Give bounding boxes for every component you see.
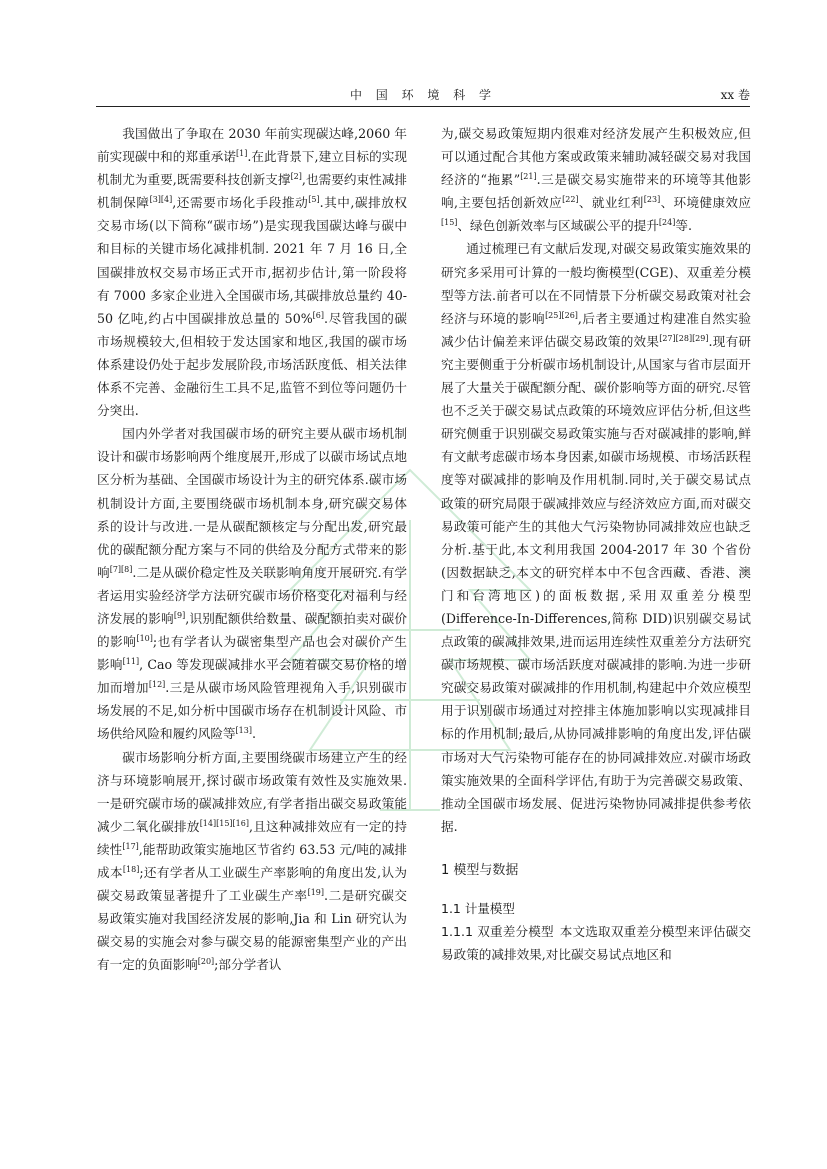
text-run: .在此背景下,建立目标的实现机制尤为重要,既需要科技创新支撑	[97, 149, 407, 188]
right-column-continuation-paragraph	[441, 122, 751, 237]
text-run: .二是从碳价稳定性及关联影响角度开展研究.有学者运用实验经济学方法研究碳市场价格变化对福利与经济发展的影响	[97, 564, 408, 626]
citation-ref: [18]	[122, 865, 140, 874]
citation-ref: [21]	[520, 172, 537, 182]
text-run: 为,碳交易政策短期内很难对经济发展产生积极效应,但可以通过配合其他方案或政策来辅助减轻碳交易对我国经济的“拖累”	[441, 126, 751, 188]
right-column-paragraph	[441, 237, 751, 837]
text-run: 碳市场影响分析方面,主要围绕碳市场建立产生的经济与环境影响展开,探讨碳市场政策有效性及实施效果.一是研究碳市场的碳减排效应,有学者指出碳交易政策能减少二氧化碳排放	[97, 749, 407, 834]
text-run: .二是研究碳交易政策实施对我国经济发展的影响,Jia 和 Lin 研究认为碳交易的实施会对参与碳交易的能源密集型产业的产出有一定的负面影响	[97, 888, 407, 973]
text-run: ;部分学者认	[214, 957, 282, 973]
text-run: .三是从碳市场风险管理视角入手,识别碳市场发展的不足,如分析中国碳市场存在机制设计风险、市场供给风险和履约风险等	[97, 680, 407, 742]
citation-ref: [19]	[307, 888, 325, 898]
left-column-paragraph	[97, 746, 407, 977]
text-run: ;还有学者从工业碳生产率影响的角度出发,认为碳交易政策显著提升了工业碳生产率	[97, 865, 407, 904]
volume-label: xx 卷	[720, 88, 750, 102]
citation-ref: [2]	[290, 172, 302, 182]
citation-ref: [9]	[173, 610, 186, 620]
citation-ref: [5]	[308, 195, 320, 205]
text-run: ,后者主要通过构建准自然实验减少估计偏差来评估碳交易政策的效果	[441, 310, 751, 349]
section-heading-1: 1 模型与数据	[441, 862, 519, 878]
citation-ref: [22]	[562, 195, 579, 205]
citation-ref: [25][26]	[545, 310, 578, 320]
citation-ref: [3][4]	[149, 195, 173, 205]
citation-ref: [1]	[235, 149, 248, 159]
citation-ref: [11]	[122, 657, 140, 667]
text-run: ;也有学者认为碳密集型产品也会对碳价产生影响	[97, 634, 408, 673]
subsection-heading-1-1-1: 1.1.1 双重差分模型	[441, 923, 554, 939]
text-run: .尽管我国的碳市场规模较大,但相较于发达国家和地区,我国的碳市场体系建设仍处于起步发展阶段,市场活跃度低、相关法律体系不完善、金融衍生工具不足,监管不到位等问题仍十分突出.	[97, 310, 407, 419]
text-run: 通过梳理已有文献后发现,对碳交易政策实施效果的研究多采用可计算的一般均衡模型(CGE)、双重差分模型等方法.前者可以在不同情景下分析碳交易政策对社会经济与环境的影响	[441, 241, 751, 326]
right-column	[441, 122, 751, 966]
text-run: 国内外学者对我国碳市场的研究主要从碳市场机制设计和碳市场影响两个维度展开,形成了以碳市场试点地区分析为基础、全国碳市场设计为主的研究体系.碳市场机制设计方面,主要围绕碳市场机制本身,研究碳交易体系的设计与改进.一是从碳配额核定与分配出发,研究最优的碳配额分配方案与不同的供给及分配方式带来的影响	[97, 426, 407, 580]
text-run: ,也需要约束性减排机制保障	[97, 172, 407, 211]
text-run: 、就业红利	[578, 195, 644, 211]
left-column-paragraph	[97, 422, 407, 745]
text-run: 等.	[675, 218, 692, 234]
citation-ref: [10]	[136, 634, 153, 644]
citation-ref: [15]	[441, 218, 458, 228]
text-run: ,且这种减排效应有一定的持续性	[97, 818, 407, 857]
left-column	[97, 122, 407, 976]
text-run: .其中,碳排放权交易市场(以下简称“碳市场”)是实现我国碳达峰与碳中和目标的关键市场化减排机制. 2021 年 7 月 16 日,全国碳排放权交易市场正式开市,据初步估计,第一阶段将有 7000 多家企业进入全国碳市场,其碳排放总量约 40-50 亿吨,约占中国碳排放总量的 50%	[97, 195, 407, 326]
text-run: ,还需要市场化手段推动	[172, 195, 309, 211]
text-run: .三是碳交易实施带来的环境等其他影响,主要包括创新效应	[441, 172, 751, 211]
citation-ref: [24]	[658, 218, 676, 228]
page-header	[96, 84, 750, 107]
journal-name: 中 国 环 境 科 学	[349, 88, 497, 102]
text-run: , Cao 等发现碳减排水平会随着碳交易价格的增加而增加	[97, 657, 407, 696]
citation-ref: [13]	[235, 726, 252, 736]
citation-ref: [14][15][16]	[199, 818, 249, 828]
subsection-text: 本文选取双重差分模型来评估碳交易政策的减排效果,对比碳交易试点地区和	[441, 923, 752, 962]
text-run: ,识别配额供给数量、碳配额拍卖对碳价的影响	[97, 610, 407, 650]
section-heading-1-1: 1.1 计量模型	[441, 900, 515, 916]
text-run: .	[251, 726, 256, 742]
subsection-1-1-1-paragraph	[441, 920, 751, 966]
text-run: ,能帮助政策实施地区节省约 63.53 元/吨的减排成本	[97, 841, 408, 880]
citation-ref: [23]	[643, 195, 661, 205]
citation-ref: [27][28][29]	[659, 333, 709, 343]
citation-ref: [17]	[122, 841, 139, 851]
citation-ref: [12]	[148, 680, 166, 690]
text-run: 、绿色创新效率与区域碳公平的提升	[457, 218, 659, 234]
text-run: 我国做出了争取在 2030 年前实现碳达峰,2060 年前实现碳中和的郑重承诺	[97, 126, 407, 165]
text-run: .现有研究主要侧重于分析碳市场机制设计,从国家与省市层面开展了大量关于碳配额分配、碳价影响等方面的研究.尽管也不乏关于碳交易试点政策的环境效应评估分析,但这些研究侧重于识别碳交易政策实施与否对碳减排的影响,鲜有文献考虑碳市场本身因素,如碳市场规模、市场活跃程度等对碳减排的影响及作用机制.同时,关于碳交易试点政策的研究局限于碳减排效应与经济效应方面,而对碳交易政策可能产生的其他大气污染物协同减排效应也缺乏分析.基于此,本文利用我国 2004-2017 年 30 个省份(因数据缺乏,本文的研究样本中不包含西藏、香港、澳门和台湾地区)的面板数据,采用双重差分模型(Difference-In-Differences,简称 DID)识别碳交易试点政策的碳减排效果,进而运用连续性双重差分方法研究碳市场规模、碳市场活跃度对碳减排的影响.为进一步研究碳交易政策对碳减排的作用机制,构建起中介效应模型用于识别碳市场通过对控排主体施加影响以实现减排目标的作用机制;最后,从协同减排影响的角度出发,评估碳市场对大气污染物可能存在的协同减排效应.对碳市场政策实施效果的全面科学评估,有助于为完善碳交易政策、推动全国碳市场发展、促进污染物协同减排提供参考依据.	[441, 333, 751, 834]
text-run: 、环境健康效应	[660, 195, 751, 211]
citation-ref: [20]	[197, 957, 215, 967]
citation-ref: [6]	[312, 310, 325, 320]
citation-ref: [7][8]	[109, 564, 133, 574]
left-column-paragraph	[97, 122, 407, 422]
